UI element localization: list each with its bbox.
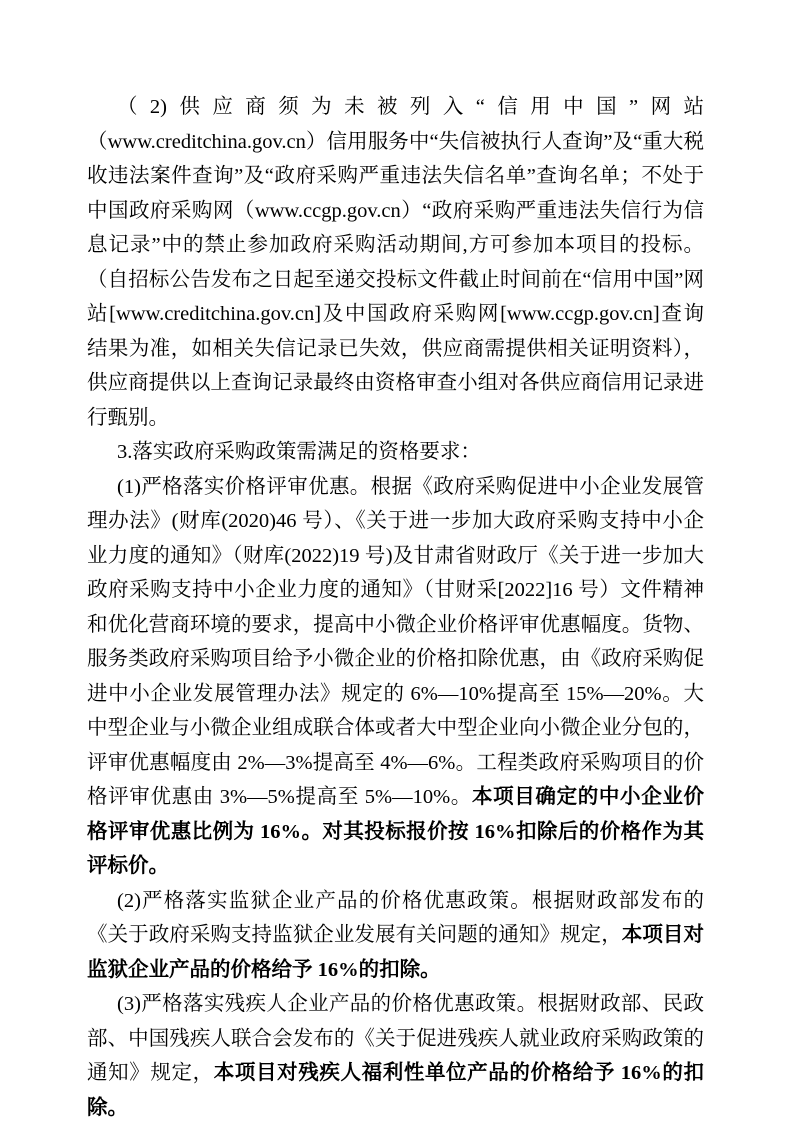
text-run: (1)严格落实价格评审优惠。根据《政府采购促进中小企业发展管理办法》(财库(2020)46 号）、《关于进一步加大政府采购支持中小企业力度的通知》（财库(2022)19 号)及甘肃省财政厅《关于进一步加大政府采购支持中小企业力度的通知》（甘财采[2022]16 号）文件精神和优化营商环境的要求，提高中小微企业价格评审优惠幅度。货物、服务类政府采购项目给予小微企业的价格扣除优惠，由《政府采购促进中小企业发展管理办法》规定的 6%—10%提高至 15%—20%。大中型企业与小微企业组成联合体或者大中型企业向小微企业分包的，评审优惠幅度由 2%—3%提高至 4%—6%。工程类政府采购项目的价格评审优惠由 3%—5%提高至 5%—10%。 <box>87 475 704 808</box>
text-run: (2)严格落实监狱企业产品的价格优惠政策。根据财政部发布的《关于政府采购支持监狱企业发展有关问题的通知》规定， <box>87 889 704 946</box>
text-run: 3.落实政府采购政策需满足的资格要求： <box>117 441 481 463</box>
paragraph-disabled-welfare-clause <box>87 987 704 1122</box>
text-run: （2)供应商须为未被列入“信用中国”网站（www.creditchina.gov.cn）信用服务中“失信被执行人查询”及“重大税收违法案件查询”及“政府采购严重违法失信名单”查询名单；不处于中国政府采购网（www.ccgp.gov.cn）“政府采购严重违法失信行为信息记录”中的禁止参加政府采购活动期间,方可参加本项目的投标。（自招标公告发布之日起至递交投标文件截止时间前在“信用中国”网站[www.creditchina.gov.cn]及中国政府采购网[www.ccgp.gov.cn]查询结果为准，如相关失信记录已失效，供应商需提供相关证明资料），供应商提供以上查询记录最终由资格审查小组对各供应商信用记录进行甄别。 <box>87 96 704 429</box>
paragraph-policy-requirements-heading <box>87 435 704 470</box>
paragraph-credit-check-clause <box>87 90 704 435</box>
document-body <box>87 90 704 1122</box>
paragraph-sme-price-preference-clause <box>87 470 704 884</box>
bold-text-run: 本项目对残疾人福利性单位产品的价格给予 16%的扣除。 <box>87 1062 705 1119</box>
paragraph-prison-enterprise-clause <box>87 884 704 988</box>
bold-text-run: 本项目确定的中小企业价格评审优惠比例为 16%。对其投标报价按 16%扣除后的价格作为其评标价。 <box>87 786 705 877</box>
text-run: (3)严格落实残疾人企业产品的价格优惠政策。根据财政部、民政部、中国残疾人联合会发布的《关于促进残疾人就业政府采购政策的通知》规定， <box>87 993 704 1084</box>
bold-text-run: 本项目对监狱企业产品的价格给予 16%的扣除。 <box>87 924 705 981</box>
